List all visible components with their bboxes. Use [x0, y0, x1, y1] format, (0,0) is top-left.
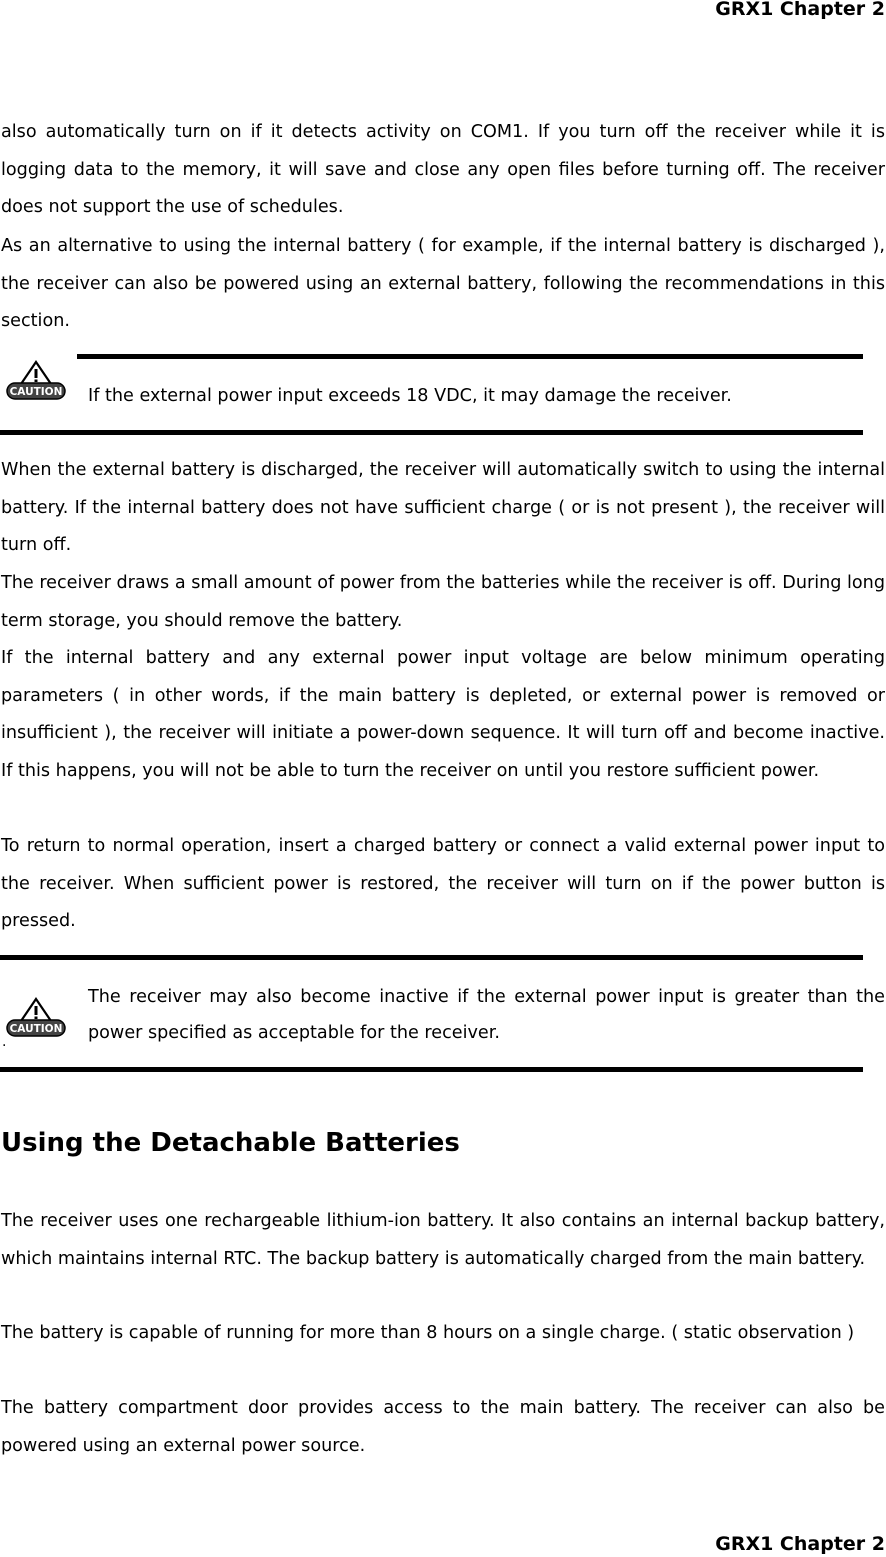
caution-top-rule — [0, 955, 863, 960]
caution-text-voltage: If the external power input exceeds 18 VDC, it may damage the receiver. — [88, 386, 732, 406]
paragraph-battery-door: The battery compartment door provides access to the main battery. The receiver can also be powered using an external power source. — [1, 1398, 885, 1456]
paragraph-battery-life: The battery is capable of running for more than 8 hours on a single charge. ( static observation ) — [1, 1323, 855, 1343]
caution-bottom-rule — [0, 430, 863, 435]
paragraph-external-battery: As an alternative to using the internal battery ( for example, if the internal battery is discharged ), the receiver can also be powered using an external battery, following the recommendations in this section. — [1, 236, 885, 331]
caution-bottom-rule — [0, 1067, 863, 1072]
caution-sign-icon — [5, 360, 67, 406]
stray-period: . — [2, 1034, 7, 1050]
page-header: GRX1 Chapter 2 — [715, 0, 885, 20]
section-heading: Using the Detachable Batteries — [1, 1128, 460, 1158]
caution-label: CAUTION — [9, 386, 63, 398]
caution-sign-icon — [5, 997, 67, 1043]
caution-top-rule — [77, 354, 863, 359]
caution-text-inactive: The receiver may also become inactive if the external power input is greater than the power specified as acceptable for the receiver. — [88, 987, 885, 1043]
paragraph-battery-type: The receiver uses one rechargeable lithium-ion battery. It also contains an internal backup battery, which maintains internal RTC. The backup battery is automatically charged from the main battery. — [1, 1211, 885, 1269]
paragraph-power-down: If the internal battery and any external power input voltage are below minimum operating parameters ( in other words, if the main battery is depleted, or external power is removed or insufficient ), the receiver will initiate a power-down sequence. It will turn off and become inactive. If this happens, you will not be able to turn the receiver on until you restore sufficient power. — [1, 648, 885, 781]
paragraph-storage: The receiver draws a small amount of power from the batteries while the receiver is off. During long term storage, you should remove the battery. — [1, 573, 885, 631]
paragraph-normal-operation: To return to normal operation, insert a charged battery or connect a valid external power input to the receiver. When sufficient power is restored, the receiver will turn on if the power button is pressed. — [1, 836, 885, 931]
paragraph-auto-power: also automatically turn on if it detects activity on COM1. If you turn off the receiver while it is logging data to the memory, it will save and close any open files before turning off. The receiver does not support the use of schedules. — [1, 122, 885, 217]
caution-label: CAUTION — [9, 1023, 63, 1035]
paragraph-battery-switch: When the external battery is discharged, the receiver will automatically switch to using the internal battery. If the internal battery does not have sufficient charge ( or is not present ), the receiver will turn off. — [1, 460, 885, 555]
page-footer: GRX1 Chapter 2 — [715, 1533, 885, 1555]
